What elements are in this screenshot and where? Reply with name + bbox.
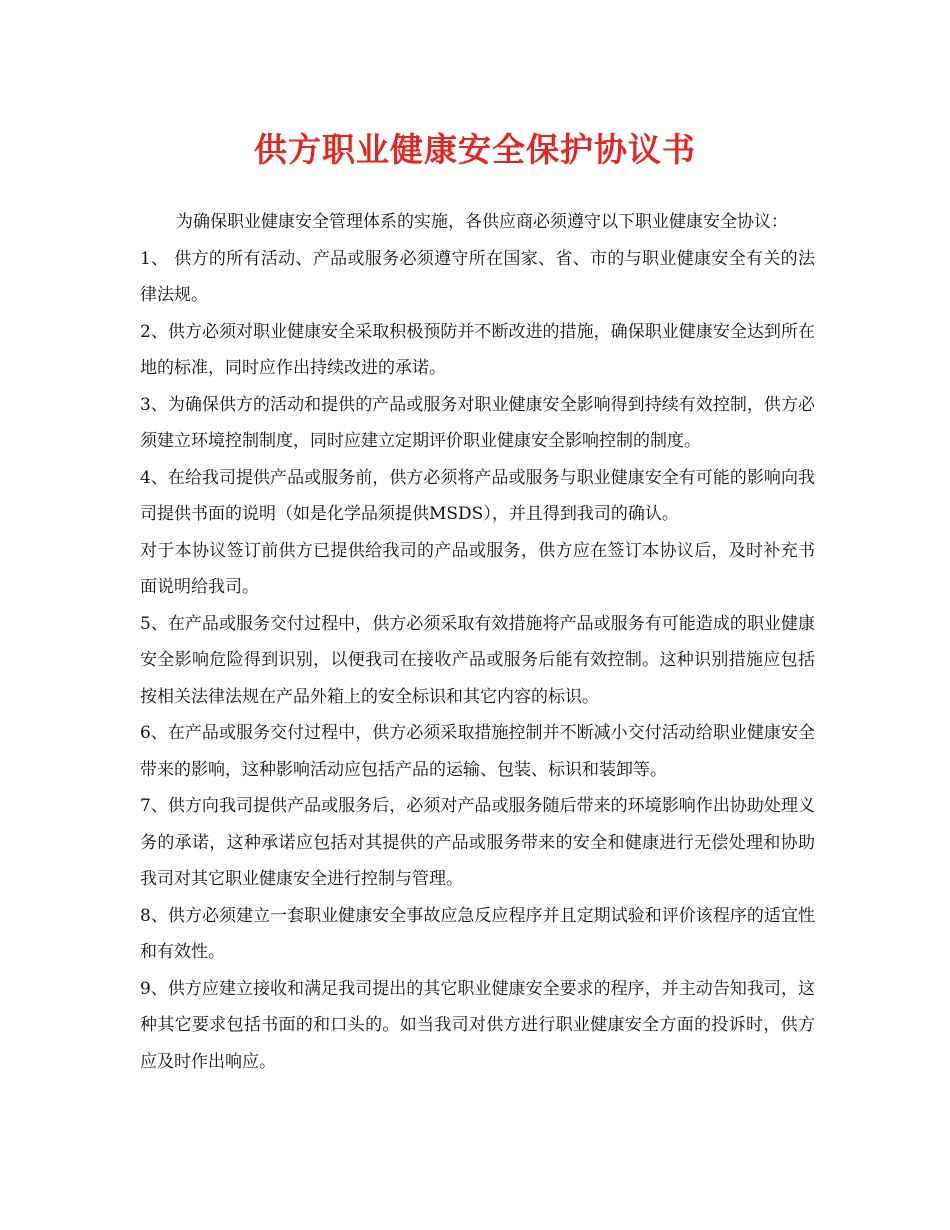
paragraph-clause-1: 1、 供方的所有活动、产品或服务必须遵守所在国家、省、市的与职业健康安全有关的法律法规。 xyxy=(140,248,815,305)
paragraph-clause-7: 7、供方向我司提供产品或服务后，必须对产品或服务随后带来的环境影响作出协助处理义务的承诺，这种承诺应包括对其提供的产品或服务带来的安全和健康进行无偿处理和协助我司对其它职业健康安全进行控制与管理。 xyxy=(140,796,815,889)
paragraph-clause-9: 9、供方应建立接收和满足我司提出的其它职业健康安全要求的程序，并主动告知我司，这种其它要求包括书面的和口头的。如当我司对供方进行职业健康安全方面的投诉时，供方应及时作出响应。 xyxy=(140,978,815,1072)
paragraph-clause-2: 2、供方必须对职业健康安全采取积极预防并不断改进的措施，确保职业健康安全达到所在地的标准，同时应作出持续改进的承诺。 xyxy=(140,321,815,378)
paragraph-intro: 为确保职业健康安全管理体系的实施，各供应商必须遵守以下职业健康安全协议： xyxy=(176,212,788,232)
paragraph-clause-5: 5、在产品或服务交付过程中，供方必须采取有效措施将产品或服务有可能造成的职业健康安全影响危险得到识别，以便我司在接收产品或服务后能有效控制。这种识别措施应包括按相关法律法规在产品外箱上的安全标识和其它内容的标识。 xyxy=(140,613,815,707)
paragraph-clause-4-supplement: 对于本协议签订前供方已提供给我司的产品或服务，供方应在签订本协议后，及时补充书面说明给我司。 xyxy=(140,540,815,597)
paragraph-clause-8: 8、供方必须建立一套职业健康安全事故应急反应程序并且定期试验和评价该程序的适宜性和有效性。 xyxy=(140,905,815,962)
paragraph-clause-6: 6、在产品或服务交付过程中，供方必须采取措施控制并不断减小交付活动给职业健康安全带来的影响，这种影响活动应包括产品的运输、包装、标识和装卸等。 xyxy=(140,723,815,780)
paragraph-clause-3: 3、为确保供方的活动和提供的产品或服务对职业健康安全影响得到持续有效控制，供方必须建立环境控制制度，同时应建立定期评价职业健康安全影响控制的制度。 xyxy=(140,394,815,451)
paragraph-clause-4: 4、在给我司提供产品或服务前，供方必须将产品或服务与职业健康安全有可能的影响向我司提供书面的说明（如是化学品须提供MSDS），并且得到我司的确认。 xyxy=(140,467,815,524)
document-title: 供方职业健康安全保护协议书 xyxy=(254,130,696,169)
document-body xyxy=(140,204,815,1080)
